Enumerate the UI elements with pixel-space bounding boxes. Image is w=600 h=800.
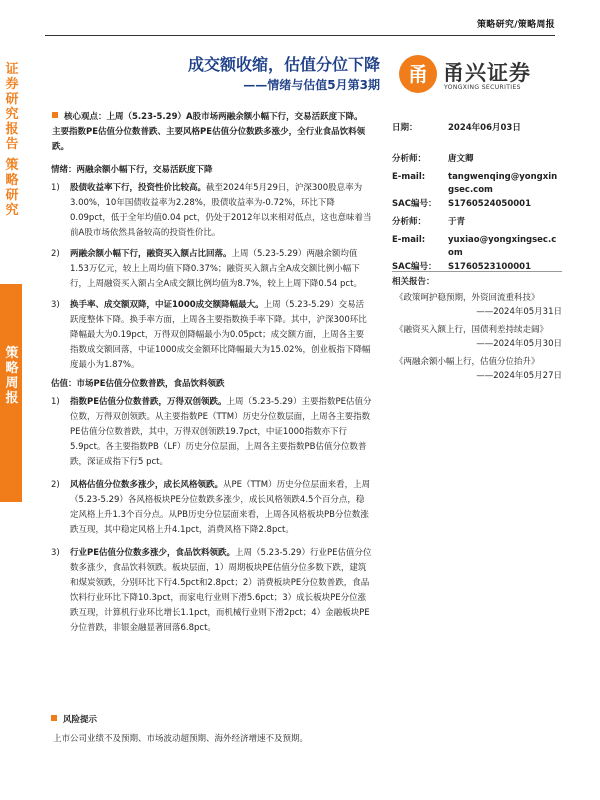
core-view-block: [47, 107, 372, 158]
sidebar-report-type: [0, 40, 22, 284]
email-row: [392, 171, 562, 197]
analyst-name: 唐文卿: [448, 154, 474, 164]
report-category-tag: 策略研究/策略周报: [477, 20, 555, 30]
logo-mark-icon: 甬: [399, 55, 437, 93]
risk-section: [47, 713, 372, 747]
sac-label: SAC编号：: [392, 199, 437, 209]
report-date: 2024年06月03日: [448, 123, 521, 133]
item-text: 截至2024年5月29日，沪深300股息率为3.00%，10年国债收益率为2.28%，股债收益率为-0.72%，环比下降0.09pct，低于全年均值0.04 pct，仍处于2012年以来相对低点，这也意味着当前A股市场依然具备较高的投资性价比。: [70, 183, 372, 238]
list-item: [47, 546, 372, 636]
logo-english: YONGXING SECURITIES: [444, 84, 521, 91]
related-report-date: ——2024年05月31日: [476, 307, 562, 317]
related-report-date: ——2024年05月30日: [476, 339, 562, 349]
analyst-row: [392, 153, 562, 170]
item-key: 风格估值分位数多涨少，成长风格领跌。: [70, 480, 224, 490]
item-number: 1): [51, 183, 60, 193]
item-text: 上周（5.23-5.29）主要指数PE估值分位数，万得双创领跌。从主要指数PE（TTM）历史分位数层面，上周各主要指数PE估值分位数普跌，其中，万得双创领跌19.7pct，中证1000指数亦下行5.9pct。各主要指数PB（LF）历史分位层面，上周各主要指数PB估值分位数普跌，深证成指下行5 pct。: [70, 397, 372, 467]
list-item: [47, 478, 372, 538]
related-report-date: ——2024年05月27日: [476, 371, 562, 381]
sidebar-label-weekly: 策略周报: [5, 346, 19, 406]
list-item: [47, 395, 372, 470]
related-report-title[interactable]: 《两融余额小幅上行，估值分位抬升》: [395, 357, 540, 367]
related-reports: [392, 275, 562, 387]
header-divider: [45, 35, 555, 36]
sac-number: S1760524050001: [448, 199, 532, 209]
item-key: 换手率、成交额双降，中证1000成交额降幅最大。: [70, 300, 264, 310]
item-number: 2): [51, 480, 60, 490]
item-number: 3): [51, 548, 60, 558]
analyst-label: 分析师：: [392, 154, 427, 164]
report-title: 成交额收缩，估值分位下降: [187, 55, 380, 74]
company-logo: [399, 55, 559, 95]
sentiment-heading: 情绪：两融余额小幅下行，交易活跃度下降: [51, 165, 213, 175]
sidebar-band: [0, 284, 22, 502]
valuation-heading: 估值：市场PE估值分位数普跌，食品饮料领跌: [51, 379, 225, 389]
item-number: 1): [51, 397, 60, 407]
date-row: [392, 122, 562, 139]
item-key: 行业PE估值分位数多涨少，食品饮料领跌。: [70, 548, 236, 558]
bullet-square-icon: [52, 112, 58, 118]
sentiment-section: [47, 158, 372, 379]
core-view-lead: 核心观点：: [64, 112, 107, 122]
item-number: 3): [51, 300, 60, 310]
item-text: 上周（5.23-5.29）行业PE估值分位数多涨少，食品饮料领跌。板块层面，1）周期板块PE估值分位多数下跌，建筑和煤炭领跌，分别环比下行4.5pct和2.8pct；2）消费板块PE分位数普跌，食品饮料行业环比下降10.3pct，而家电行业则下滑5.6pct；3）成长板块PE分位涨跌互现，计算机行业环比增长1.1pct，而机械行业则下滑2pct；4）金融板块PE分位普跌，非银金融显著回落6.8pct。: [70, 548, 372, 633]
related-report-title[interactable]: 《政策呵护稳预期，外资回流重科技》: [395, 293, 540, 303]
report-info-panel: [392, 122, 562, 279]
item-text: 上周（5.23-5.29）交易活跃度整体下降。换手率方面，上周各主要指数换手率下降。其中，沪深300环比降幅最大为0.19pct，万得双创降幅最小为0.05pct；成交额方面，上周各主要指数成交额回落，中证1000成交金额环比降幅最大为15.02%，创业板指下降幅度最小为1.87%。: [70, 300, 371, 370]
logo-name: 甬兴证券: [443, 61, 531, 85]
item-key: 两融余额小幅下行，融资买入额占比回落。: [70, 249, 232, 259]
analyst-label: 分析师：: [392, 217, 427, 227]
valuation-section: [47, 372, 372, 644]
email-label: E-mail:: [392, 235, 426, 245]
list-item: [47, 298, 372, 373]
sac-number: S1760523100001: [448, 262, 532, 272]
item-number: 2): [51, 249, 60, 259]
analyst-row: [392, 216, 562, 233]
sac-label: SAC编号：: [392, 262, 437, 272]
analyst-email[interactable]: yuxiao@yongxingsec.com: [448, 235, 557, 258]
item-key: 指数PE估值分位数普跌，万得双创领跌。: [70, 397, 227, 407]
bullet-square-icon: [51, 715, 57, 721]
item-text: 从PE（TTM）历史分位层面来看，上周（5.23-5.29）各风格板块PE分位数跌多涨少，成长风格领跌4.5个百分点，稳定风格上升1.3个百分点。从PB历史分位层面来看，上周各风格板块PB分位数涨跌互现，其中稳定风格上升4.1pct，消费风格下降2.8pct。: [70, 480, 371, 535]
item-key: 股债收益率下行，投资性价比较高。: [70, 183, 207, 193]
email-label: E-mail:: [392, 172, 426, 182]
sidebar-label-strategy: 策略研究: [5, 158, 19, 218]
list-item: [47, 181, 372, 241]
sac-row: [392, 198, 562, 215]
email-row: [392, 234, 562, 260]
analyst-name: 于青: [448, 217, 466, 227]
risk-heading: 风险提示: [63, 715, 98, 725]
report-subtitle: ——情绪与估值5月第3期: [243, 78, 380, 92]
list-item: [47, 247, 372, 292]
core-view-text: 上周（5.23-5.29）A股市场两融余额小幅下行，交易活跃度下降。主要指数PE估值分位数普跌、主要风格PE估值分位数跌多涨少，全行业食品饮料领跌。: [52, 112, 366, 152]
item-text: 上周（5.23-5.29）两融余额均值1.53万亿元，较上上周均值下降0.37%；融资买入额占全A成交额比例小幅下行，上周融资买入额占全A成交额比例均值为8.7%，较上上周下降0.54 pct。: [70, 249, 362, 289]
sidebar-label-report: 证券研究报告: [5, 62, 19, 152]
risk-text: 上市公司业绩不及预期、市场波动超预期、海外经济增速不及预期。: [53, 734, 309, 744]
date-label: 日期：: [392, 123, 418, 133]
related-heading: 相关报告：: [392, 277, 435, 287]
analyst-email[interactable]: tangwenqing@yongxingsec.com: [448, 172, 558, 195]
related-divider: [392, 271, 562, 272]
related-report-title[interactable]: 《融资买入额上行，国债利差持续走阔》: [395, 325, 549, 335]
